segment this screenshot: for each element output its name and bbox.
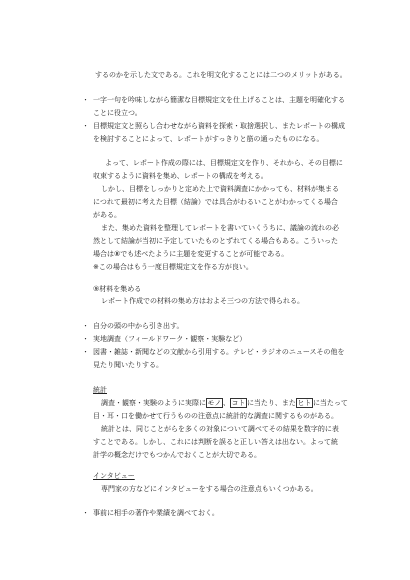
merit-2-line-1: 目標規定文と照らし合わせながら資料を探索・取捨選択し、またレポートの構成 xyxy=(93,122,345,130)
bullet-marker: ・ xyxy=(82,96,89,104)
interview-heading: インタビュー xyxy=(93,472,135,480)
paragraph-line: につれて最初に考えた目標（結論）では具合がわるいことがわかってくる場合 xyxy=(93,198,338,206)
boxed-term-koto: コト xyxy=(231,399,246,407)
list-item: 見たり聞いたりする。 xyxy=(93,361,163,369)
paragraph-line: よって、レポート作成の際には、目標規定文を作り、それから、その目標に xyxy=(105,159,343,167)
paragraph-line: 然として結論が当初に予定していたものとずれてくる場合もある。こういった xyxy=(93,237,338,245)
statistics-line-5: 計学の概念だけでもつかんでおくことが大切である。 xyxy=(93,451,261,459)
boxed-term-mono: モノ xyxy=(207,399,222,407)
list-item: 事前に相手の著作や業績を調べておく。 xyxy=(93,509,219,517)
paragraph-line: がある。 xyxy=(93,211,121,219)
merit-1-line-2: ことに役立つ。 xyxy=(93,109,142,117)
statistics-line-4: すことである。しかし、これには判断を誤ると正しい答えは出ない。よって統 xyxy=(93,438,338,446)
intro-line: するのかを示した文である。これを明文化することには二つのメリットがある。 xyxy=(95,71,347,79)
paragraph-note: ※この場合はもう一度目標規定文を作る方が良い。 xyxy=(93,263,253,271)
list-item: 自分の頭の中から引き出す。 xyxy=(93,322,184,330)
boxed-term-hito: ヒト xyxy=(297,399,312,407)
bullet-marker: ・ xyxy=(82,322,89,330)
bullet-marker: ・ xyxy=(82,509,89,517)
paragraph-line: また、集めた資料を整理してレポートを書いていくうちに、議論の流れの必 xyxy=(101,224,339,232)
statistics-line-1: 調査・観察・実験のように実際に モノ 、 コト に当たり、また ヒト に当たって xyxy=(101,399,348,407)
statistics-heading: 統計 xyxy=(93,386,107,394)
merit-2-line-2: を検討することによって、レポートがすっきりと筋の通ったものになる。 xyxy=(93,135,324,143)
section-9-heading: ⑨材料を集める xyxy=(93,285,142,293)
bullet-marker: ・ xyxy=(82,335,89,343)
paragraph-line: 場合は⑧でも述べたように主題を変更することが可能である。 xyxy=(93,250,289,258)
bullet-marker: ・ xyxy=(82,122,89,130)
section-9-line: レポート作成での材料の集め方はおよそ三つの方法で得られる。 xyxy=(101,297,304,305)
bullet-marker: ・ xyxy=(82,348,89,356)
statistics-line-2: 目・耳・口を働かせて行うものの注意点に統計的な調査に関するものがある。 xyxy=(93,412,338,420)
paragraph-line: 収束するように資料を集め、レポートの構成を考える。 xyxy=(93,172,268,180)
interview-line: 専門家の方などにインタビューをする場合の注意点もいくつかある。 xyxy=(101,485,318,493)
list-item: 実地調査（フィールドワーク・観察・実験など） xyxy=(93,335,247,343)
list-item: 図書・雑誌・新聞などの文献から引用する。テレビ・ラジオのニュースその他を xyxy=(93,348,345,356)
paragraph-line: しかし、目標をしっかりと定めた上で資料調査にかかっても、材料が集まる xyxy=(101,185,339,193)
statistics-line-3: 統計とは、同じことがらを多くの対象について調べてその結果を数字的に表 xyxy=(101,425,339,433)
merit-1-line-1: 一字一句を吟味しながら簡潔な目標規定文を仕上げることは、主題を明確化する xyxy=(93,96,345,104)
